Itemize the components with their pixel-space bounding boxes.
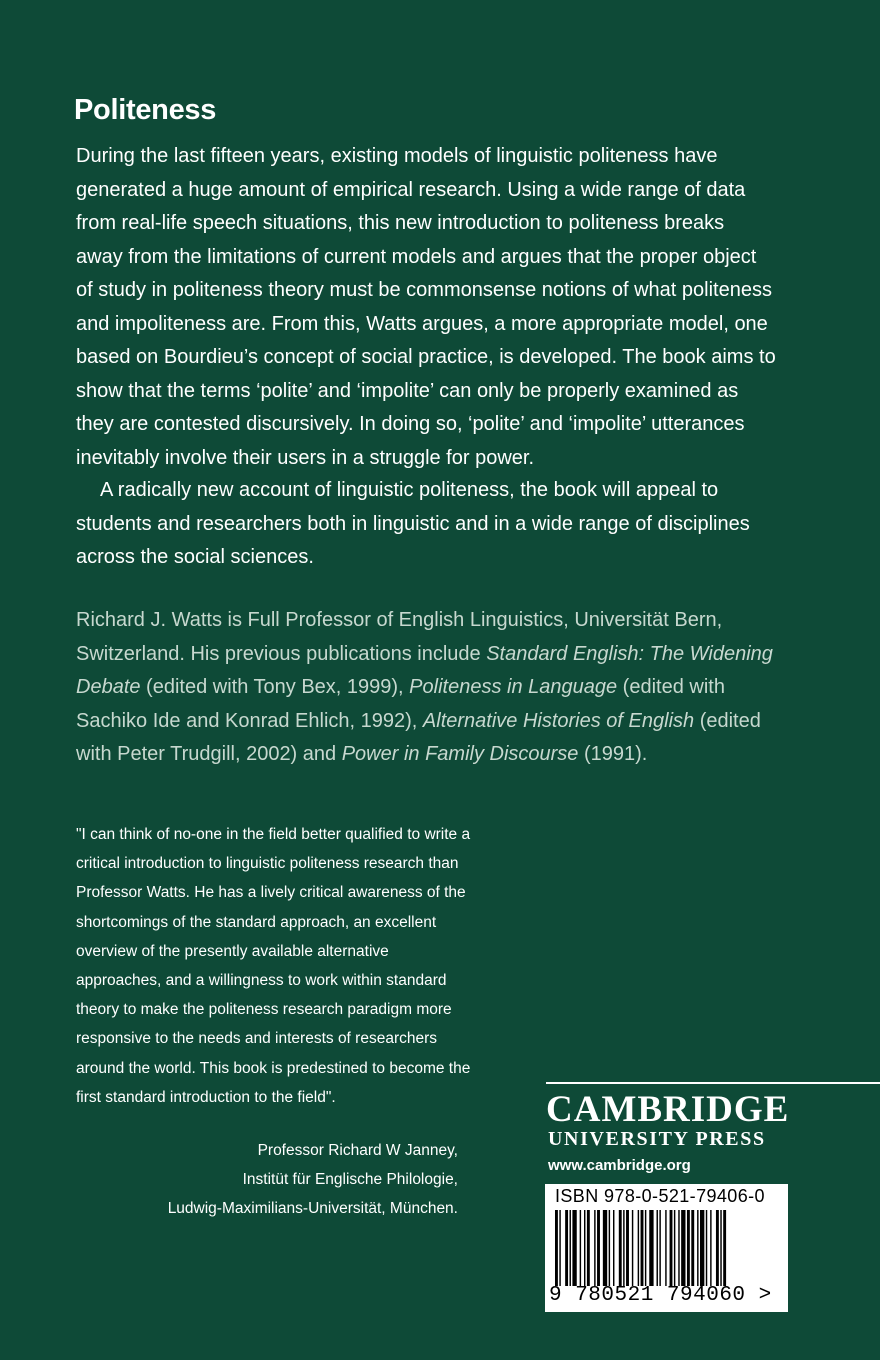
barcode-bar: [570, 1210, 571, 1286]
barcode-bar: [645, 1210, 646, 1286]
endorsement-quote: "I can think of no-one in the field better qualified to write a critical introduction to linguistic politeness research than Professor Watts. He has a lively critical awareness of the shortcomings of the standard approach, an excellent overview of the presently available alternative approaches, and a willingness to work within standard theory to make the politeness research paradigm more responsive to the needs and interests of researchers around the world. This book is predestined to become the first standard introduction to the field".: [76, 826, 471, 1106]
bio-text: (edited with Peter Trudgill, 2002) and: [76, 709, 761, 765]
barcode-bar: [674, 1210, 675, 1286]
barcode-bar: [565, 1210, 568, 1286]
barcode-bar: [723, 1210, 726, 1286]
endorser-name: Professor Richard W Janney,: [257, 1142, 458, 1159]
publisher-logo-subtitle: UNIVERSITY PRESS: [548, 1128, 766, 1150]
book-section-title: Politeness: [74, 94, 217, 126]
barcode-bar: [623, 1210, 624, 1286]
description-paragraph-1: During the last fifteen years, existing models of linguistic politeness have generated a huge amount of empirical research. Using a wide range of data from real-life speech situations, this new introduction to politeness breaks away from the limitations of current models and argues that the proper object of study in politeness theory must be commonsense notions of what politeness and impoliteness are. From this, Watts argues, a more appropriate model, one based on Bourdieu’s concept of social practice, is developed. The book aims to show that the terms ‘polite’ and ‘impolite’ can only be properly examined as they are contested discursively. In doing so, ‘polite’ and ‘impolite’ utterances inevitably involve their users in a struggle for power.: [76, 145, 776, 469]
barcode-bar: [632, 1210, 633, 1286]
bio-text: Richard J. Watts is Full Professor of English Linguistics, Universität Bern, Switzerland. His previous publications include: [76, 609, 723, 665]
barcode-bar: [597, 1210, 600, 1286]
barcode-bar: [613, 1210, 614, 1286]
barcode-bars: [551, 1210, 781, 1286]
barcode-bar: [700, 1210, 704, 1286]
isbn-number: ISBN 978-0-521-79406-0: [555, 1186, 765, 1206]
description-paragraph-2: A radically new account of linguistic politeness, the book will appeal to students and researchers both in linguistic and in a wide range of disciplines across the social sciences.: [76, 479, 750, 568]
barcode-bar: [706, 1210, 707, 1286]
author-bio: [76, 604, 776, 772]
barcode-bar: [572, 1210, 576, 1286]
isbn-barcode: [545, 1184, 788, 1312]
barcode-bar: [626, 1210, 629, 1286]
barcode-bar: [720, 1210, 721, 1286]
barcode-bar: [691, 1210, 694, 1286]
barcode-bar: [619, 1210, 622, 1286]
endorser-university: Ludwig-Maximilians-Universität, München.: [167, 1200, 458, 1218]
barcode-bar: [559, 1210, 560, 1286]
barcode-bar: [681, 1210, 685, 1286]
barcode-bar: [641, 1210, 644, 1286]
barcode-bar: [609, 1210, 610, 1286]
ean-number: 9 780521 794060 >: [549, 1284, 772, 1307]
bio-text: (edited with Sachiko Ide and Konrad Ehlich, 1992),: [76, 676, 725, 732]
book-title-politeness-in-language: Politeness in Language: [409, 676, 618, 698]
book-title-alternative-histories: Alternative Histories of English: [422, 709, 695, 732]
barcode-bar: [638, 1210, 639, 1286]
barcode-bar: [665, 1210, 666, 1286]
bio-text: (1991).: [578, 743, 648, 765]
barcode-bar: [710, 1210, 711, 1286]
publisher-url: www.cambridge.org: [548, 1157, 691, 1174]
publisher-logo-name: CAMBRIDGE: [546, 1089, 790, 1130]
barcode-bar: [657, 1210, 658, 1286]
barcode-bar: [555, 1210, 558, 1286]
bio-text: (edited with Tony Bex, 1999),: [140, 676, 410, 698]
barcode-bar: [670, 1210, 673, 1286]
endorsement-attribution: [168, 1136, 458, 1224]
barcode-bar: [603, 1210, 607, 1286]
barcode-bar: [584, 1210, 585, 1286]
barcode-bar: [580, 1210, 581, 1286]
barcode-bar: [649, 1210, 653, 1286]
barcode-bar: [716, 1210, 719, 1286]
barcode-bar: [697, 1210, 698, 1286]
book-title-standard-english: Standard English: The Widening Debate: [76, 642, 773, 698]
endorser-institute: Institüt für Englische Philologie,: [242, 1171, 458, 1189]
barcode-bar: [659, 1210, 660, 1286]
barcode-bar: [594, 1210, 595, 1286]
book-title-power-in-family-discourse: Power in Family Discourse: [341, 743, 579, 765]
barcode-bar: [678, 1210, 679, 1286]
publisher-divider: [546, 1082, 880, 1084]
barcode-bar: [587, 1210, 590, 1286]
barcode-bar: [687, 1210, 690, 1286]
